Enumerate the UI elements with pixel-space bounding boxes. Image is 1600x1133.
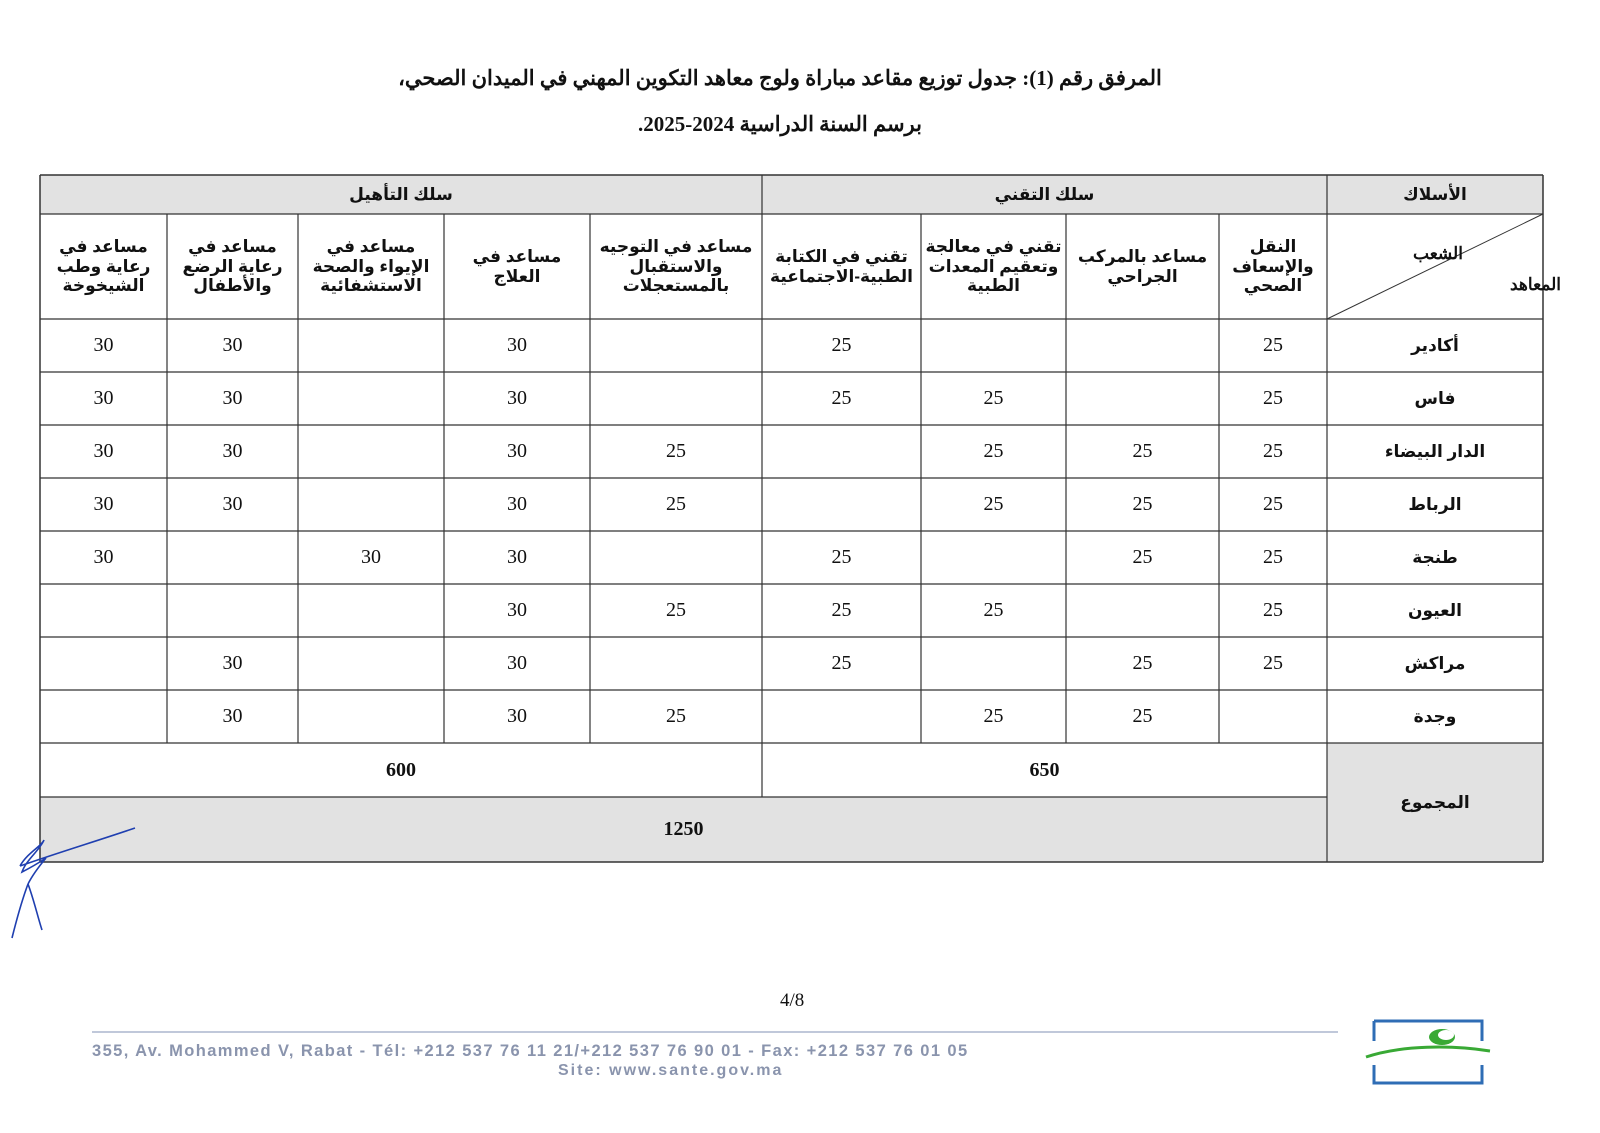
institute-name: وجدة [1413,706,1457,726]
table-cell: 25 [1263,387,1283,409]
table-cell: 30 [507,387,527,409]
page-number: 4/8 [780,990,805,1011]
table-cell: 30 [507,599,527,621]
table-cell: 30 [222,493,243,515]
footer-site: Site: www.sante.gov.ma [558,1062,784,1079]
column-header: مساعد بالمركب الجراحي [1077,246,1208,286]
table-cell: 30 [222,387,243,409]
institute-name: أكادير [1411,335,1459,355]
table-cell: 30 [93,493,114,515]
table-cell: 25 [983,493,1004,515]
column-header: مساعد في العلاج [472,246,562,286]
table-cell: 25 [831,546,852,568]
corner-branches-label: الشعب [1413,244,1463,263]
table-cell: 25 [1263,334,1283,356]
table-cell: 30 [222,652,243,674]
table-cell: 25 [666,440,686,462]
table-cell: 25 [1132,493,1153,515]
grand-total: 1250 [663,818,704,840]
table-cell: 30 [93,387,114,409]
table-cell: 25 [1263,546,1283,568]
table-cell: 30 [222,440,243,462]
column-header: مساعد في التوجيه والاستقبال بالمستعجلات [599,237,753,296]
table-cell: 25 [666,493,686,515]
table-cell: 25 [831,387,852,409]
institute-name: مراكش [1404,653,1466,673]
table-cell: 25 [1263,440,1283,462]
table-cell: 25 [1263,599,1283,621]
group-qualification-header: سلك التأهيل [349,184,453,204]
table-cell: 30 [93,546,114,568]
table-cell: 25 [1132,440,1153,462]
institute-name: الدار البيضاء [1384,441,1486,461]
table-cell: 30 [507,546,527,568]
document-title: المرفق رقم (1): جدول توزيع مقاعد مباراة ولوج معاهد التكوين المهني في الميدان الصحي، [398,66,1162,90]
table-cell: 25 [1132,546,1153,568]
table-cell: 25 [1263,493,1283,515]
table-cell: 25 [1132,705,1153,727]
corner-institutes-label: المعاهد [1510,275,1561,294]
ministry-logo-icon [1362,1015,1492,1090]
column-header: تقني في معالجة وتعقيم المعدات الطبية [925,237,1062,296]
column-header: النقل والإسعاف الصحي [1232,237,1314,296]
table-cell: 30 [507,440,527,462]
table-cell: 30 [222,334,243,356]
table-cell: 30 [93,440,114,462]
table-cell: 30 [507,705,527,727]
table-cell: 25 [983,705,1004,727]
table-cell: 25 [831,334,852,356]
institute-name: طنجة [1412,547,1458,567]
table-cell: 30 [93,334,114,356]
corner-tracks-label: الأسلاك [1403,184,1467,204]
table-cell: 25 [1132,652,1153,674]
column-header: مساعد في الإيواء والصحة الاستشفائية [312,237,430,296]
table-cell: 30 [507,334,527,356]
institute-name: الرباط [1408,494,1462,514]
institute-name: فاس [1414,388,1456,408]
table-cell: 30 [361,546,381,568]
total-technician: 650 [1029,758,1060,781]
institute-name: العيون [1408,600,1462,620]
column-header: مساعد في رعاية الرضع والأطفال [182,237,283,296]
table-cell: 30 [507,493,527,515]
group-technician-header: سلك التقني [994,184,1095,204]
table-cell: 25 [983,440,1004,462]
column-header: مساعد في رعاية وطب الشيخوخة [56,237,151,296]
table-cell: 25 [666,705,686,727]
footer-address: 355, Av. Mohammed V, Rabat - Tél: +212 537 76 11 21/+212 537 76 90 01 - Fax: +212 537 76 01 05 [92,1042,969,1060]
total-label: المجموع [1400,792,1470,812]
table-cell: 25 [983,599,1004,621]
table-cell: 25 [983,387,1004,409]
table-cell: 30 [222,705,243,727]
table-cell: 25 [831,599,852,621]
table-cell: 30 [507,652,527,674]
table-cell: 25 [1263,652,1283,674]
column-header: تقني في الكتابة الطبية-الاجتماعية [770,246,913,286]
document-subtitle: برسم السنة الدراسية 2024-2025. [638,112,922,136]
table-cell: 25 [831,652,852,674]
table-cell: 25 [666,599,686,621]
total-qualification: 600 [386,758,416,781]
